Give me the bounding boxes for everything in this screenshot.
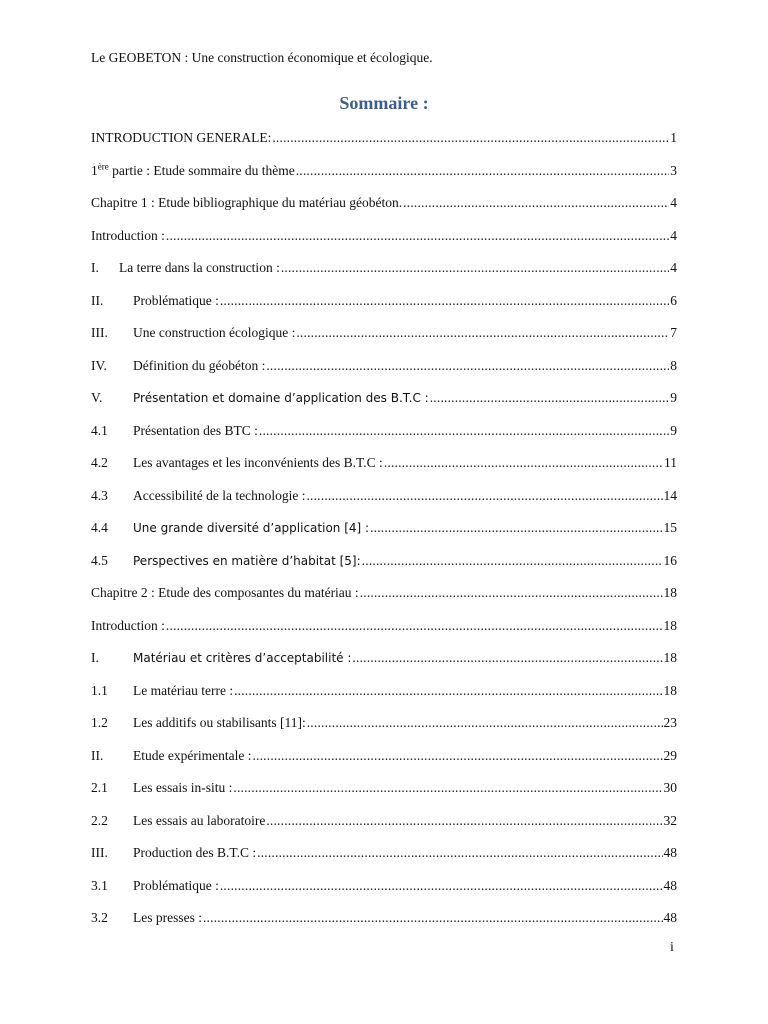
- toc-dot-leader: [203, 908, 663, 928]
- toc-entry-number: 4.1: [91, 422, 108, 438]
- toc-entry[interactable]: [91, 518, 677, 551]
- toc-entry[interactable]: [91, 648, 677, 681]
- toc-dot-leader: [272, 128, 669, 148]
- toc-dot-leader: [307, 713, 663, 733]
- toc-entry[interactable]: [91, 746, 677, 779]
- toc-dot-leader: [430, 388, 670, 408]
- toc-entry[interactable]: [91, 356, 677, 389]
- toc-entry[interactable]: [91, 908, 677, 941]
- toc-entry-number: IV.: [91, 357, 107, 373]
- toc-entry-number: 1.1: [91, 682, 108, 698]
- toc-entry-label: Les essais in-situ :: [133, 780, 233, 795]
- toc-entry-page: 15: [663, 520, 677, 535]
- toc-dot-leader: [166, 226, 669, 246]
- toc-entry-page: 6: [670, 292, 677, 308]
- toc-entry-page: 48: [663, 845, 677, 860]
- toc-entry-page: 3: [670, 162, 677, 178]
- toc-entry-number: V.: [91, 390, 103, 405]
- toc-entry-label: Etude expérimentale :: [133, 747, 252, 763]
- toc-entry-number: 4.4: [91, 520, 108, 535]
- toc-entry-label: 1ère partie : Etude sommaire du thème: [91, 161, 295, 178]
- toc-entry-page: 4: [670, 195, 677, 210]
- toc-entry-label: Introduction :: [91, 227, 165, 243]
- toc-dot-leader: [252, 746, 662, 766]
- toc-entry-page: 29: [663, 747, 677, 763]
- toc-entry-number: 3.2: [91, 910, 108, 925]
- toc-entry-label: Une grande diversité d’application [4] :: [133, 521, 370, 535]
- toc-dot-leader: [352, 648, 662, 668]
- toc-entry[interactable]: [91, 128, 677, 161]
- toc-dot-leader: [306, 486, 662, 506]
- toc-entry-label: Matériau et critères d’acceptabilité :: [133, 651, 352, 665]
- toc-entry-page: 48: [663, 910, 677, 925]
- toc-entry-label: Accessibilité de la technologie :: [133, 487, 306, 503]
- toc-dot-leader: [220, 291, 669, 311]
- toc-entry[interactable]: [91, 193, 677, 226]
- toc-entry-label: Problématique :: [133, 292, 219, 308]
- toc-entry-page: 48: [663, 877, 677, 893]
- toc-entry-page: 9: [670, 422, 677, 438]
- toc-entry[interactable]: [91, 323, 677, 356]
- page-number: i: [670, 940, 674, 955]
- toc-entry-label: Le matériau terre :: [133, 682, 234, 698]
- toc-entry-number: 2.1: [91, 780, 108, 795]
- toc-entry[interactable]: [91, 226, 677, 259]
- toc-entry-label: La terre dans la construction :: [119, 260, 280, 275]
- toc-entry-number: II.: [91, 747, 104, 763]
- toc-entry-number: 2.2: [91, 812, 108, 828]
- toc-entry-number: 3.1: [91, 877, 108, 893]
- toc-entry[interactable]: [91, 388, 677, 421]
- toc-dot-leader: [370, 518, 662, 538]
- toc-entry[interactable]: [91, 681, 677, 714]
- toc-dot-leader: [403, 193, 669, 213]
- toc-entry-page: 14: [663, 487, 677, 503]
- toc-entry-page: 4: [670, 227, 677, 243]
- toc-entry-page: 11: [664, 455, 677, 470]
- toc-entry-label: Introduction :: [91, 617, 165, 633]
- toc-entry-number: II.: [91, 292, 104, 308]
- toc-dot-leader: [384, 453, 663, 473]
- toc-dot-leader: [266, 356, 669, 376]
- toc-entry-label: Les avantages et les inconvénients des B.T.C :: [133, 455, 383, 470]
- toc-entry-page: 18: [663, 650, 677, 665]
- toc-entry-page: 1: [670, 130, 677, 145]
- toc-entry[interactable]: [91, 258, 677, 291]
- toc-entry-number: I.: [91, 650, 99, 665]
- toc-entry[interactable]: [91, 811, 677, 844]
- toc-entry-label: Chapitre 2 : Etude des composantes du matériau :: [91, 585, 359, 600]
- toc-entry-label: Présentation des BTC :: [133, 422, 258, 438]
- toc-entry-label: Production des B.T.C :: [133, 845, 257, 860]
- toc-entry-page: 4: [670, 260, 677, 275]
- toc-dot-leader: [259, 421, 669, 441]
- toc-entry[interactable]: [91, 453, 677, 486]
- toc-dot-leader: [233, 778, 662, 798]
- toc-entry-page: 8: [670, 357, 677, 373]
- toc-dot-leader: [220, 876, 663, 896]
- toc-dot-leader: [360, 583, 663, 603]
- toc-entry-label: Problématique :: [133, 877, 219, 893]
- toc-entry-page: 32: [663, 812, 677, 828]
- toc-entry[interactable]: [91, 778, 677, 811]
- toc-entry[interactable]: [91, 876, 677, 909]
- page-title: Sommaire :: [339, 93, 429, 113]
- toc-dot-leader: [362, 551, 663, 571]
- toc-entry-page: 18: [663, 585, 677, 600]
- toc-entry-label: Une construction écologique :: [133, 325, 296, 340]
- toc-entry-number: 4.5: [91, 552, 108, 568]
- toc-entry-number: 1.2: [91, 715, 108, 730]
- toc-dot-leader: [234, 681, 662, 701]
- toc-dot-leader: [266, 811, 662, 831]
- toc-entry[interactable]: [91, 421, 677, 454]
- toc-entry-page: 18: [663, 682, 677, 698]
- toc-entry-number: 4.2: [91, 455, 108, 470]
- toc-entry-label: Définition du géobéton :: [133, 357, 266, 373]
- table-of-contents: [91, 128, 677, 941]
- toc-entry-page: 23: [663, 715, 677, 730]
- toc-entry-page: 9: [670, 390, 677, 405]
- toc-entry-page: 18: [663, 617, 677, 633]
- toc-entry-label: Perspectives en matière d’habitat [5]:: [133, 553, 361, 568]
- toc-dot-leader: [257, 843, 662, 863]
- toc-entry[interactable]: [91, 583, 677, 616]
- toc-entry[interactable]: [91, 616, 677, 649]
- toc-entry-number: III.: [91, 845, 108, 860]
- toc-dot-leader: [281, 258, 669, 278]
- toc-entry[interactable]: [91, 486, 677, 519]
- toc-entry-label: Les additifs ou stabilisants [11]:: [133, 715, 306, 730]
- toc-entry-number: III.: [91, 325, 108, 340]
- toc-entry-page: 16: [663, 552, 677, 568]
- toc-entry[interactable]: [91, 551, 677, 584]
- toc-entry-number: 4.3: [91, 487, 108, 503]
- running-header: Le GEOBETON : Une construction économique et écologique.: [91, 50, 433, 65]
- toc-entry-label: Chapitre 1 : Etude bibliographique du matériau géobéton.: [91, 195, 403, 210]
- toc-entry-label: Les presses :: [133, 910, 202, 925]
- toc-entry-label: INTRODUCTION GENERALE:: [91, 130, 272, 145]
- toc-entry-label: Les essais au laboratoire: [133, 812, 266, 828]
- toc-dot-leader: [296, 161, 670, 181]
- toc-entry[interactable]: [91, 291, 677, 324]
- toc-entry-page: 30: [663, 780, 677, 795]
- toc-dot-leader: [166, 616, 663, 636]
- toc-dot-leader: [296, 323, 669, 343]
- toc-entry[interactable]: [91, 161, 677, 194]
- toc-entry[interactable]: [91, 843, 677, 876]
- toc-entry[interactable]: [91, 713, 677, 746]
- toc-entry-label: Présentation et domaine d’application des B.T.C :: [133, 391, 429, 405]
- toc-entry-number: I.: [91, 260, 99, 275]
- toc-entry-page: 7: [670, 325, 677, 340]
